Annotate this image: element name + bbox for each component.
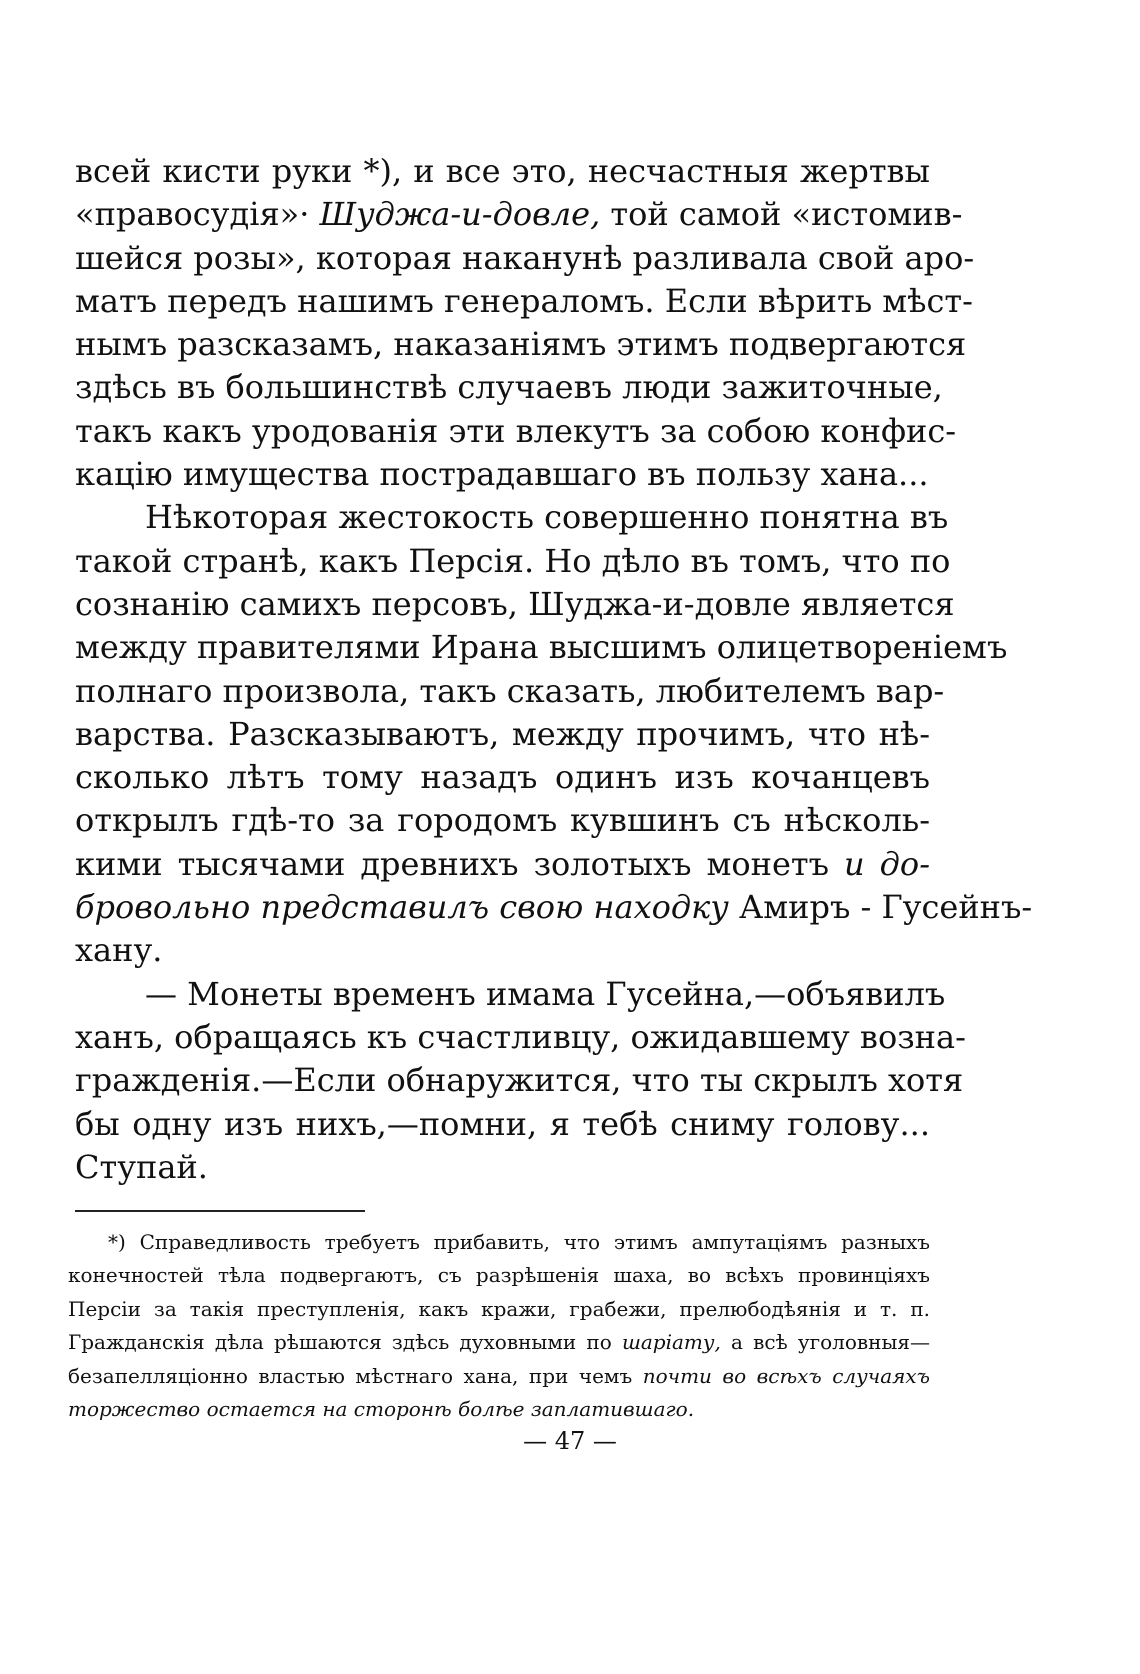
text-line <box>75 540 951 583</box>
page-number: — 47 — <box>523 1427 617 1455</box>
text-run: кими тысячами древнихъ золотыхъ монетъ <box>75 844 845 883</box>
footnote-text <box>68 1226 930 1426</box>
text-run: полнаго произвола, такъ сказать, любителемъ вар- <box>75 671 945 710</box>
italic-text: торжество остается на сторонѣ болѣе заплатившаго. <box>68 1396 695 1421</box>
text-run: Ступай. <box>75 1147 208 1186</box>
text-run: Амиръ - Гусейнъ- <box>728 888 1033 927</box>
text-run: той самой «истомив- <box>600 195 963 234</box>
text-run: Нѣкоторая жестокость совершенно понятна въ <box>145 498 949 537</box>
text-run: кацію имущества пострадавшаго въ пользу хана... <box>75 455 929 494</box>
text-line <box>68 1293 930 1326</box>
text-run: ханъ, обращаясь къ счастливцу, ожидавшему возна- <box>75 1017 966 1056</box>
text-run: сколько лѣтъ тому назадъ одинъ изъ кочанцевъ <box>75 758 930 797</box>
text-line <box>75 280 973 323</box>
text-run: сознанію самихъ персовъ, Шуджа-и-довле является <box>75 584 955 623</box>
text-line <box>75 1016 966 1059</box>
text-line <box>75 150 930 193</box>
italic-text: шаріату, <box>621 1330 721 1355</box>
text-line <box>75 496 949 539</box>
page-body <box>75 150 1033 1189</box>
text-run: безапелляціонно властью мѣстнаго хана, при чемъ <box>68 1363 643 1388</box>
text-run: — Монеты временъ имама Гусейна,—объявилъ <box>145 974 946 1013</box>
text-run: матъ передъ нашимъ генераломъ. Если вѣрить мѣст- <box>75 281 973 320</box>
text-run: а всѣ уголовныя— <box>720 1330 930 1355</box>
text-line <box>75 193 963 236</box>
text-run: *) Справедливость требуетъ прибавить, что этимъ ампутаціямъ разныхъ <box>108 1230 930 1254</box>
text-run: открылъ гдѣ-то за городомъ кувшинъ съ нѣсколь- <box>75 801 930 840</box>
text-run: бы одну изъ нихъ,—помни, я тебѣ сниму голову... <box>75 1104 930 1143</box>
text-line <box>75 453 930 496</box>
text-line <box>75 1103 930 1146</box>
text-line <box>75 886 1033 929</box>
italic-text: и до- <box>844 844 931 883</box>
text-line <box>75 670 945 713</box>
text-line <box>75 799 930 842</box>
text-run: Гражданскія дѣла рѣшаются здѣсь духовными по <box>68 1330 622 1355</box>
text-run: здѣсь въ большинствѣ случаевъ люди зажиточные, <box>75 368 943 407</box>
text-line <box>68 1326 930 1359</box>
italic-text: почти во всѣхъ случаяхъ <box>642 1363 930 1388</box>
text-line <box>75 973 946 1016</box>
text-line <box>75 366 943 409</box>
text-line <box>75 756 930 799</box>
text-line <box>75 626 1008 669</box>
text-run: между правителями Ирана высшимъ олицетвореніемъ <box>75 628 1008 667</box>
text-run: такой странѣ, какъ Персія. Но дѣло въ томъ, что по <box>75 541 951 580</box>
text-line <box>68 1259 930 1292</box>
text-run: такъ какъ уродованія эти влекутъ за собою конфис- <box>75 411 957 450</box>
text-run: гражденія.—Если обнаружится, что ты скрылъ хотя <box>75 1061 964 1100</box>
text-line <box>75 843 930 886</box>
footnote-separator <box>75 1210 365 1212</box>
italic-text: бровольно представилъ свою находку <box>75 888 729 927</box>
text-line <box>75 929 930 972</box>
text-line <box>75 1059 964 1102</box>
text-line <box>68 1393 930 1426</box>
text-run: шейся розы», которая наканунѣ разливала свой аро- <box>75 238 975 277</box>
footnote <box>68 1226 930 1426</box>
text-line <box>68 1226 930 1259</box>
text-line <box>68 1360 930 1393</box>
text-run: конечностей тѣла подвергаютъ, съ разрѣшенія шаха, во всѣхъ провинціяхъ <box>68 1263 930 1288</box>
text-run: варства. Разсказываютъ, между прочимъ, что нѣ- <box>75 714 930 753</box>
text-line <box>75 410 957 453</box>
text-run: «правосудія»· <box>75 195 320 234</box>
text-line <box>75 237 975 280</box>
text-run: Персіи за такія преступленія, какъ кражи, грабежи, прелюбодѣянія и т. п. <box>68 1296 930 1321</box>
text-line <box>75 713 930 756</box>
text-line <box>75 1146 930 1189</box>
text-line <box>75 323 967 366</box>
text-run: всей кисти руки *), и все это, несчастныя жертвы <box>75 152 930 190</box>
text-line <box>75 583 955 626</box>
text-run: хану. <box>75 931 163 970</box>
italic-text: Шуджа-и-довле, <box>319 195 601 234</box>
text-run: нымъ разсказамъ, наказаніямъ этимъ подвергаются <box>75 325 967 364</box>
main-text <box>75 150 1033 1189</box>
